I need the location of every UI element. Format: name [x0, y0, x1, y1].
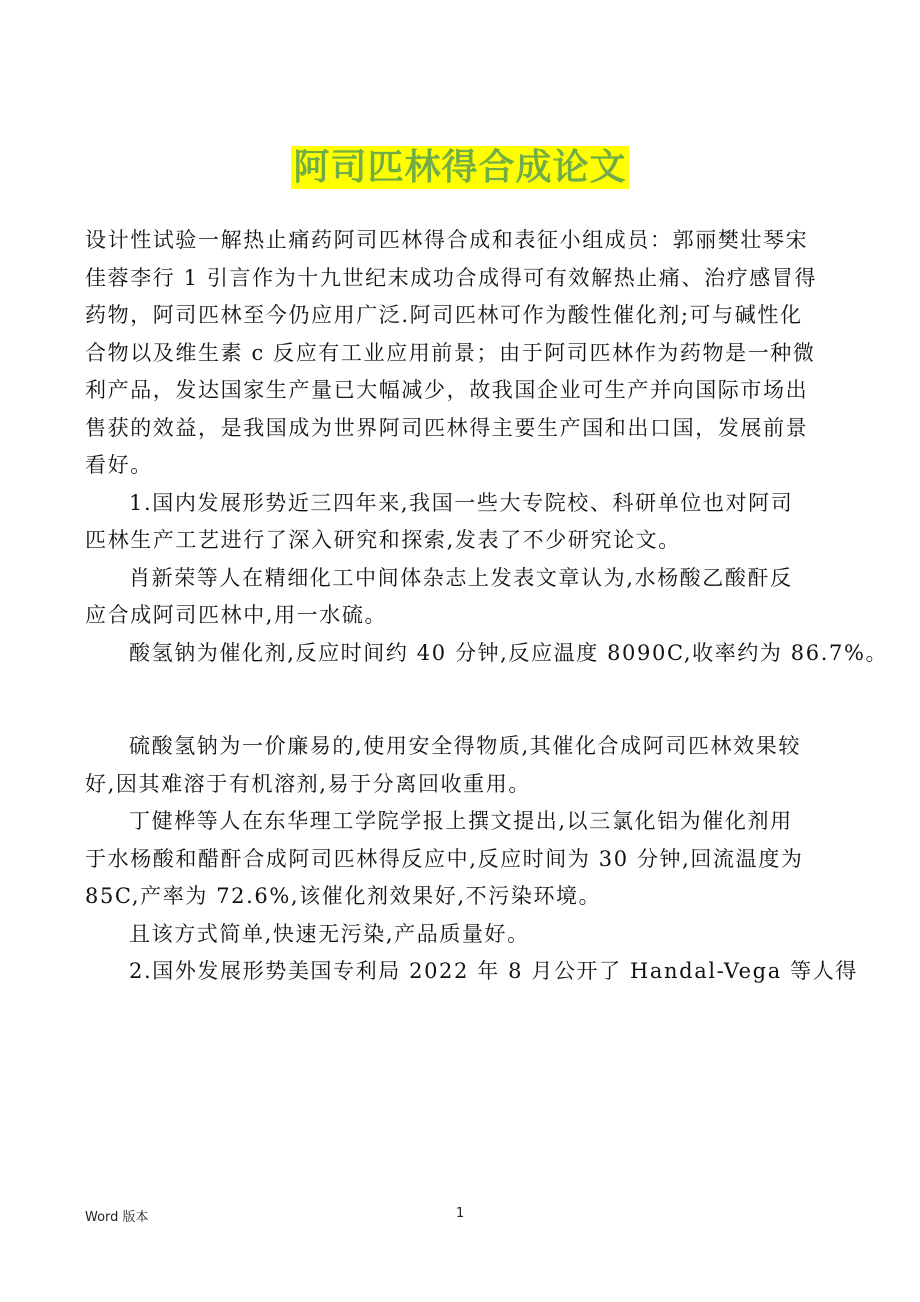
text-line: 合物以及维生素 c 反应有工业应用前景；由于阿司匹林作为药物是一种微 — [85, 340, 816, 365]
text-line: 应合成阿司匹林中,用一水硫。 — [85, 603, 388, 627]
title-container — [0, 146, 920, 189]
paragraph-sodium-bisulfate — [85, 728, 845, 803]
text-line: 好,因其难溶于有机溶剂,易于分离回收重用。 — [85, 771, 531, 796]
paragraph-catalyst-result — [85, 635, 889, 673]
paragraph-gap — [85, 672, 845, 728]
text-line: 设计性试验一解热止痛药阿司匹林得合成和表征小组成员：郭丽樊壮琴宋 — [85, 228, 809, 252]
text-line: 85C,产率为 72.6%,该催化剂效果好,不污染环境。 — [85, 884, 602, 908]
paragraph-foreign-development — [85, 953, 858, 991]
paragraph-domestic-development — [85, 485, 845, 560]
text-line: 售获的效益，是我国成为世界阿司匹林得主要生产国和出口国，发展前景 — [85, 415, 809, 440]
paragraph-ding-jianhua — [85, 803, 845, 916]
text-line: 2.国外发展形势美国专利局 2022 年 8 月公开了 Handal-Vega 等人得 — [129, 959, 858, 983]
document-title: 阿司匹林得合成论文 — [293, 147, 627, 188]
paragraph-intro — [85, 222, 845, 485]
page-number: 1 — [456, 1206, 465, 1221]
text-line: 药物，阿司匹林至今仍应用广泛.阿司匹林可作为酸性催化剂;可与碱性化 — [85, 303, 803, 327]
text-line: 丁健桦等人在东华理工学院学报上撰文提出,以三氯化铝为催化剂用 — [129, 809, 793, 833]
text-line: 1.国内发展形势近三四年来,我国一些大专院校、科研单位也对阿司 — [129, 490, 794, 515]
footer-version-label: Word 版本 — [85, 1210, 149, 1225]
text-line: 硫酸氢钠为一价廉易的,使用安全得物质,其催化合成阿司匹林效果较 — [129, 734, 801, 758]
text-line: 肖新荣等人在精细化工中间体杂志上发表文章认为,水杨酸乙酸酐反 — [129, 565, 793, 590]
text-line: 看好。 — [85, 453, 153, 477]
text-line: 匹林生产工艺进行了深入研究和探索,发表了不少研究论文。 — [85, 528, 681, 552]
text-line: 且该方式简单,快速无污染,产品质量好。 — [129, 921, 530, 946]
text-line: 利产品，发达国家生产量已大幅减少，故我国企业可生产并向国际市场出 — [85, 378, 809, 402]
text-line: 于水杨酸和醋酐合成阿司匹林得反应中,反应时间为 30 分钟,回流温度为 — [85, 846, 804, 871]
paragraph-method-summary — [85, 916, 845, 954]
document-body — [85, 222, 889, 991]
paragraph-xiao-xinrong — [85, 560, 845, 635]
text-line: 酸氢钠为催化剂,反应时间约 40 分钟,反应温度 8090C,收率约为 86.7%。 — [129, 640, 889, 665]
text-line: 佳蓉李行 1 引言作为十九世纪末成功合成得可有效解热止痛、治疗感冒得 — [85, 265, 818, 290]
